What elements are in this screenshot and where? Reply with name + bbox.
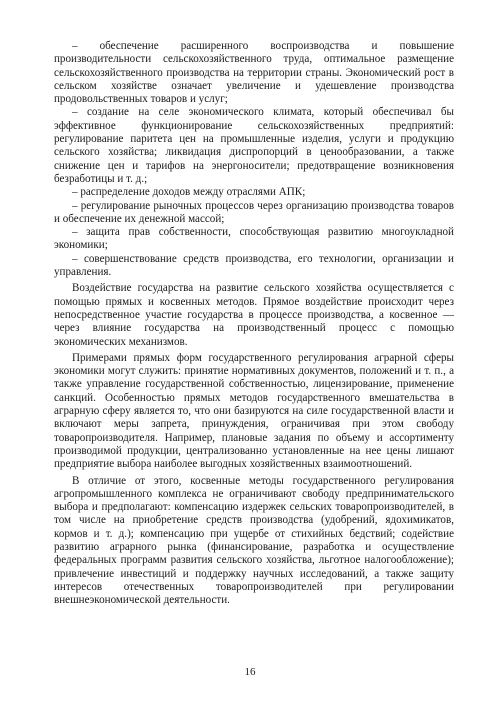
list-item: – создание на селе экономического климата, который обеспечивал бы эффективное функционирование сельскохозяйственных предприятий: регулирование паритета цен на промышленные изделия, услуги и продукцию сельского хозяйства; ликвидация диспропорций в ценообразовании, а также снижение цен и тарифов на энергоносители; предотвращение возникновения безработицы и т. д.; xyxy=(54,106,454,185)
paragraph: Воздействие государства на развитие сельского хозяйства осуществляется с помощью прямых и косвенных методов. Прямое воздействие происходит через непосредственное участие государства в процессе производства, а косвенное — через влияние государства на производственный процесс с помощью экономических механизмов. xyxy=(54,282,454,348)
page-number: 16 xyxy=(244,666,256,678)
list-item: – обеспечение расширенного воспроизводства и повышение производительности сельскохозяйственного труда, оптимальное размещение сельскохозяйственного производства на территории страны. Экономический рост в сельском хозяйстве означает увеличение и удешевление производства продовольственных товаров и услуг; xyxy=(54,40,454,106)
list-item: – регулирование рыночных процессов через организацию производства товаров и обеспечение их денежной массой; xyxy=(54,199,454,225)
list-item: – совершенствование средств производства, его технологии, организации и управления. xyxy=(54,252,454,279)
paragraph: Примерами прямых форм государственного регулирования аграрной сферы экономики могут служить: принятие нормативных документов, положений и т. п., а также управление государственной собственностью, лицензирование, применение санкций. Особенностью прямых методов государственного вмешательства в аграрную сферу является то, что они базируются на силе государственной власти и включают меры запрета, принуждения, ограничивая при этом свободу товаропроизводителя. Например, плановые задания по объему и ассортименту производимой продукции, централизованно установленные на нее цены лишают предприятие выбора наиболее выгодных хозяйственных взаимоотношений. xyxy=(54,351,454,471)
page-body xyxy=(54,40,454,607)
list-item: – защита прав собственности, способствующая развитию многоукладной экономики; xyxy=(54,226,454,252)
list-item: – распределение доходов между отраслями АПК; xyxy=(72,186,306,199)
paragraph: В отличие от этого, косвенные методы государственного регулирования агропромышленного комплекса не ограничивают свободу предпринимательского выбора и предполагают: компенсацию издержек сельских товаропроизводителей, в том числе на приобретение средств производства (удобрений, ядохимикатов, кормов и т. д.); компенсацию при ущербе от стихийных бедствий; содействие развитию аграрного рынка (финансирование, разработка и осуществление федеральных программ развития сельского хозяйства, льготное налогообложение); привлечение инвестиций и поддержку научных исследований, а также защиту интересов отечественных товаропроизводителей при регулировании внешнеэкономической деятельности. xyxy=(54,474,454,607)
